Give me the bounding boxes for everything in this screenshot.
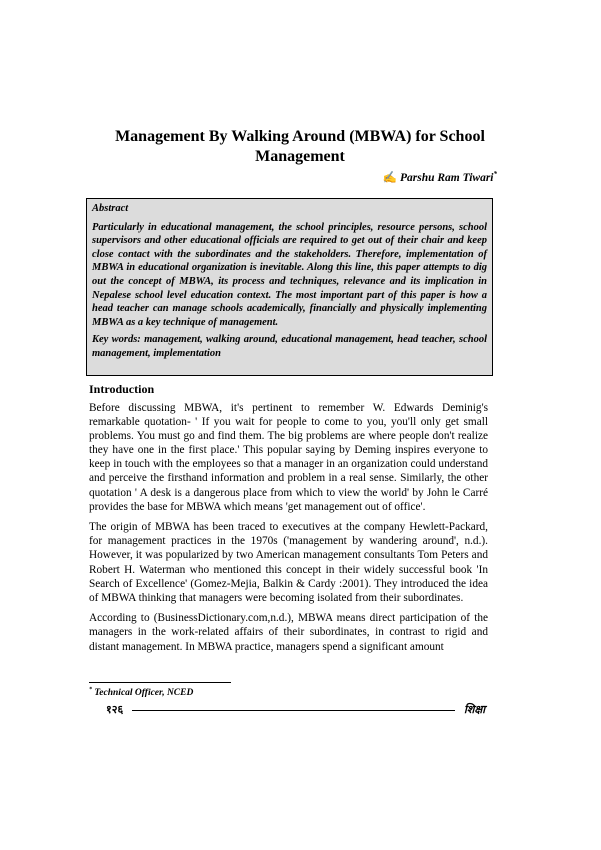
author-footnote-marker: *	[493, 170, 497, 179]
keywords: Key words: management, walking around, educational management, head teacher, school management, implementation	[92, 334, 487, 359]
author-name: Parshu Ram Tiwari	[399, 172, 494, 184]
paragraph: According to (BusinessDictionary.com,n.d.), MBWA means direct participation of the managers in the work-related affairs of their subordinates, in contrast to rigid and distant management. In MBWA practice, managers spend a significant amount	[89, 612, 488, 653]
page-number: १२६	[106, 704, 124, 716]
abstract-heading: Abstract	[92, 203, 129, 214]
footnote	[89, 687, 193, 698]
footnote-text: Technical Officer, NCED	[94, 688, 194, 699]
introduction-body	[89, 401, 488, 660]
author-line	[383, 170, 497, 184]
journal-name: शिक्षा	[464, 704, 486, 716]
paragraph: Before discussing MBWA, it's pertinent to remember W. Edwards Deminig's remarkable quotation- ' If you wait for people to come to you, you'll only get small problems. You must go and find them. The big problems are where people don't realize they have one in the first place.' This popular saying by Deming inspires everyone to keep in touch with the employees so that a manager in an organization could understand and perceive the firsthand information and problem in a real sense. Similarly, the other quotation ' A desk is a dangerous place from which to view the world' by John le Carré provides the base for MBWA which means 'get management out of office'.	[89, 402, 488, 513]
abstract-box	[86, 198, 493, 376]
footer-divider	[132, 710, 455, 711]
footnote-divider	[89, 682, 231, 683]
pen-writing-icon: ✍	[382, 172, 397, 184]
abstract-body: Particularly in educational management, the school principles, resource persons, school supervisors and other educational officials are required to get out of their chair and keep close contact with the subordinates and the stakeholders. Therefore, implementation of MBWA in educational organization is inevitable. Along this line, this paper attempts to dig out the concept of MBWA, its process and techniques, relevance and its implication in Nepalese school level education context. The most important part of this paper is how a head teacher can manage schools academically, financially and physically implementing MBWA as a key technique of management.	[92, 221, 487, 328]
paragraph: The origin of MBWA has been traced to executives at the company Hewlett-Packard, for management practices in the 1970s ('management by wandering around', n.d.). However, it was popularized by two American management consultants Tom Peters and Robert H. Waterman who mentioned this concept in their widely successful book 'In Search of Excellence' (Gomez-Mejia, Balkin & Cardy :2001). They introduced the idea of MBWA thinking that managers were becoming isolated from their subordinates.	[89, 521, 488, 604]
footnote-marker: *	[89, 687, 92, 693]
section-heading-introduction: Introduction	[89, 382, 155, 396]
paper-title: Management By Walking Around (MBWA) for School Management	[115, 128, 485, 165]
